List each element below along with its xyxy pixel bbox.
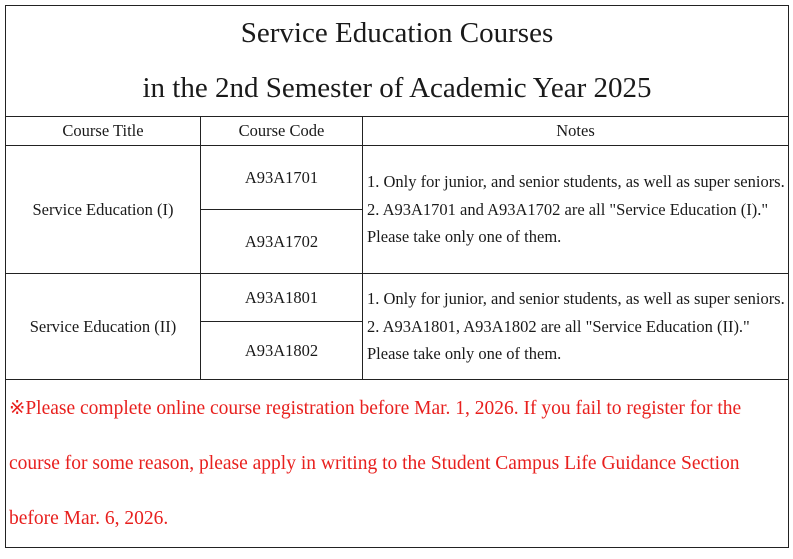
title-line-2: in the 2nd Semester of Academic Year 2025 (142, 72, 652, 104)
course-code-cell: A93A1701 (201, 146, 363, 210)
title-line-1: Service Education Courses (240, 17, 554, 49)
course-code-cell: A93A1702 (201, 210, 363, 274)
course-code-cell: A93A1801 (201, 274, 363, 322)
note-item: 1. Only for junior, and senior students, as well as super seniors. (367, 172, 785, 192)
table-row (6, 274, 789, 322)
course-code-cell: A93A1802 (201, 322, 363, 380)
page-title (6, 6, 789, 117)
registration-notice: ※Please complete online course registration before Mar. 1, 2026. If you fail to register for the course for some reason, please apply in writing to the Student Campus Life Guidance Section before Mar. 6, 2026. (6, 380, 789, 548)
service-education-table (5, 5, 789, 548)
header-notes: Notes (363, 117, 789, 146)
notes-cell (363, 274, 789, 380)
notes-cell (363, 146, 789, 274)
note-item: 2. A93A1701 and A93A1702 are all "Service Education (I)." Please take only one of them. (367, 199, 769, 247)
course-title-cell: Service Education (II) (6, 274, 201, 380)
course-title-cell: Service Education (I) (6, 146, 201, 274)
table-header-row (6, 117, 789, 146)
header-course-title: Course Title (6, 117, 201, 146)
note-item: 1. Only for junior, and senior students, as well as super seniors. (367, 289, 785, 309)
header-course-code: Course Code (201, 117, 363, 146)
note-item: 2. A93A1801, A93A1802 are all "Service Education (II)." Please take only one of them. (367, 316, 750, 364)
table-row (6, 146, 789, 210)
